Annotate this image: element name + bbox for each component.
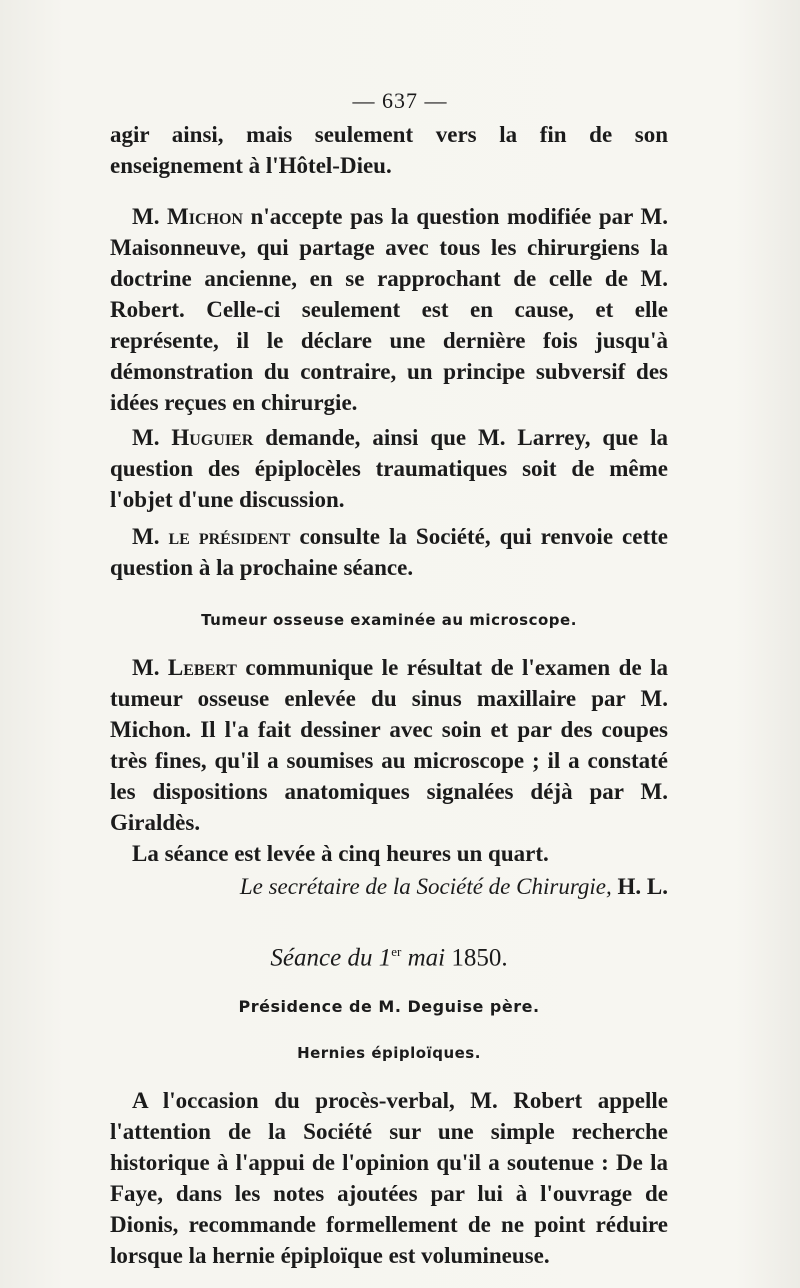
paragraph-closing: La séance est levée à cinq heures un quart.	[132, 841, 549, 866]
paragraph-text: communique le résultat de l'examen de la tumeur osseuse enlevée du sinus maxillaire par M. Michon. Il l'a fait dessiner avec soin et par des coupes très fines, qu'il a soumises au microscope ; il a constaté les dispositions anatomiques signalées déjà par M. Giraldès.	[110, 655, 669, 835]
paragraph-michon	[110, 201, 668, 418]
paragraph-text: demande, ainsi que M. Larrey, que la question des épiplocèles traumatiques soit de même l'objet d'une discussion.	[110, 425, 669, 512]
seance-year: 1850.	[445, 944, 508, 972]
speaker-name: M. Michon	[132, 204, 243, 229]
text-block-top	[110, 119, 668, 1271]
speaker-name: M. le président	[132, 524, 291, 549]
paragraph-lebert	[110, 652, 668, 838]
paragraph-huguier	[110, 422, 668, 515]
seance-prefix: Séance du 1	[270, 944, 392, 972]
section-heading-tumeur: Tumeur osseuse examinée au microscope.	[201, 611, 577, 629]
page-number: — 637 —	[352, 88, 448, 113]
paragraph-continuation: agir ainsi, mais seulement vers la fin de son enseignement à l'Hôtel-Dieu.	[110, 122, 668, 178]
speaker-name: M. Huguier	[132, 425, 254, 450]
signature	[110, 871, 668, 902]
signature-initials: H. L.	[617, 874, 668, 899]
paragraph-text: n'accepte pas la question modifiée par M. Maisonneuve, qui partage avec tous les chirurgiens la doctrine ancienne, en se rapprochant de celle de M. Robert. Celle-ci seulement est en cause, et elle représente, il le déclare une dernière fois jusqu'à démonstration du contraire, un principe subversif des idées reçues en chirurgie.	[110, 204, 668, 415]
seance-superscript: er	[391, 944, 402, 959]
seance-month: mai	[401, 944, 446, 972]
speaker-name: M. Lebert	[132, 655, 237, 680]
section-heading-hernies: Hernies épiploïques.	[297, 1044, 481, 1063]
paragraph-robert: A l'occasion du procès-verbal, M. Robert appelle l'attention de la Société sur une simple recherche historique à l'appui de l'opinion qu'il a soutenue : De la Faye, dans les notes ajoutées par lui à l'ouvrage de Dionis, recommande formellement de ne point réduire lorsque la hernie épiploïque est volumineuse.	[110, 1088, 668, 1269]
paragraph-text: consulte la Société, qui renvoie cette question à la prochaine séance.	[110, 524, 669, 580]
paragraph-president	[110, 521, 668, 583]
signature-title: Le secrétaire de la Société de Chirurgie,	[239, 874, 612, 899]
seance-title	[110, 936, 668, 973]
presidence-heading: Présidence de M. Deguise père.	[238, 997, 540, 1017]
